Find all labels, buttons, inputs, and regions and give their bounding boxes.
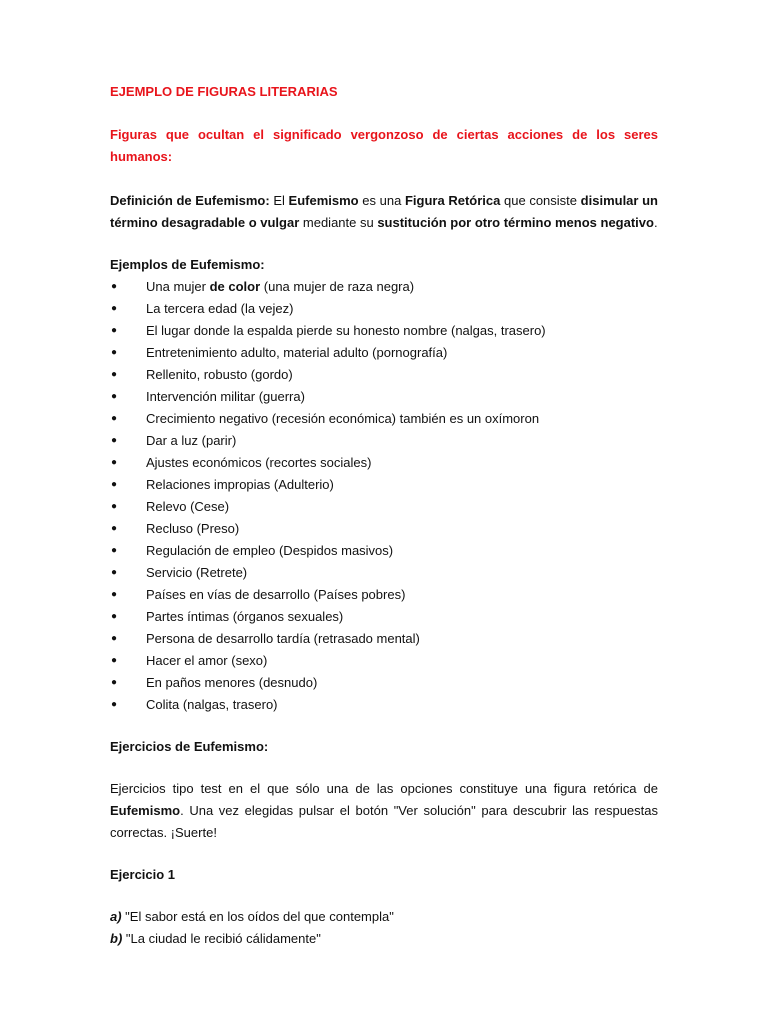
bullet-icon: ●	[111, 391, 118, 402]
bullet-icon: ●	[111, 303, 118, 314]
list-item	[110, 562, 658, 584]
list-item	[110, 364, 658, 386]
bullet-icon: ●	[111, 413, 118, 424]
bullet-icon: ●	[111, 479, 118, 490]
list-item	[110, 342, 658, 364]
bullet-icon: ●	[111, 347, 118, 358]
definition-bold-1: Eufemismo	[288, 193, 359, 208]
list-item	[110, 584, 658, 606]
example-text-post: (una mujer de raza negra)	[260, 279, 415, 294]
list-item	[110, 408, 658, 430]
exercises-bold-1: Eufemismo	[110, 803, 181, 818]
definition-label: Definición de Eufemismo:	[110, 193, 270, 208]
definition-text-5: .	[653, 215, 658, 230]
example-text: Dar a luz (parir)	[146, 433, 237, 448]
example-text: Colita (nalgas, trasero)	[146, 697, 278, 712]
definition-bold-2: Figura Retórica	[404, 193, 501, 208]
example-text: Persona de desarrollo tardía (retrasado mental)	[146, 631, 420, 646]
document-page	[110, 84, 658, 950]
list-item	[110, 452, 658, 474]
example-text: En paños menores (desnudo)	[146, 675, 318, 690]
option-letter: a)	[110, 909, 122, 924]
example-text: Relevo (Cese)	[146, 499, 230, 514]
bullet-icon: ●	[111, 523, 118, 534]
bullet-icon: ●	[111, 545, 118, 556]
bullet-icon: ●	[111, 655, 118, 666]
bullet-icon: ●	[111, 369, 118, 380]
exercises-heading: Ejercicios de Eufemismo:	[110, 739, 269, 754]
example-text: Servicio (Retrete)	[146, 565, 248, 580]
example-text: Intervención militar (guerra)	[146, 389, 305, 404]
example-text-bold: de color	[209, 279, 261, 294]
bullet-icon: ●	[111, 435, 118, 446]
list-item	[110, 276, 658, 298]
definition-bold-4: sustitución por otro término menos negativo	[377, 215, 654, 230]
definition-text-4: mediante su	[299, 215, 378, 230]
option-text: "La ciudad le recibió cálidamente"	[122, 931, 321, 946]
list-item	[110, 298, 658, 320]
examples-list	[110, 276, 658, 716]
definition-text-2: es una	[358, 193, 405, 208]
list-item	[110, 518, 658, 540]
document-title: EJEMPLO DE FIGURAS LITERARIAS	[110, 84, 338, 99]
exercise-option	[110, 928, 658, 950]
examples-heading: Ejemplos de Eufemismo:	[110, 257, 265, 272]
example-text: Entretenimiento adulto, material adulto (pornografía)	[146, 345, 448, 360]
list-item	[110, 672, 658, 694]
example-text: Crecimiento negativo (recesión económica) también es un oxímoron	[146, 411, 540, 426]
example-text: Ajustes económicos (recortes sociales)	[146, 455, 372, 470]
bullet-icon: ●	[111, 281, 118, 292]
bullet-icon: ●	[111, 699, 118, 710]
bullet-icon: ●	[111, 611, 118, 622]
example-text: Regulación de empleo (Despidos masivos)	[146, 543, 394, 558]
bullet-icon: ●	[111, 567, 118, 578]
example-text: Relaciones impropias (Adulterio)	[146, 477, 334, 492]
list-item	[110, 430, 658, 452]
list-item	[110, 496, 658, 518]
exercises-paragraph	[110, 778, 658, 844]
example-text: Países en vías de desarrollo (Países pobres)	[146, 587, 406, 602]
definition-paragraph	[110, 190, 658, 234]
example-text: Rellenito, robusto (gordo)	[146, 367, 293, 382]
bullet-icon: ●	[111, 457, 118, 468]
example-text-pre: Una mujer	[146, 279, 210, 294]
definition-text-1: El	[269, 193, 289, 208]
example-text: Hacer el amor (sexo)	[146, 653, 268, 668]
definition-bold-3: disimular un término desagradable o vulgar	[110, 193, 658, 230]
bullet-icon: ●	[111, 501, 118, 512]
option-text: "El sabor está en los oídos del que contempla"	[121, 909, 394, 924]
example-text: La tercera edad (la vejez)	[146, 301, 294, 316]
bullet-icon: ●	[111, 677, 118, 688]
list-item	[110, 628, 658, 650]
list-item	[110, 474, 658, 496]
bullet-icon: ●	[111, 633, 118, 644]
exercises-text-1: Ejercicios tipo test en el que sólo una de las opciones constituye una figura retórica de	[110, 781, 658, 796]
list-item	[110, 694, 658, 716]
exercise-1-heading: Ejercicio 1	[110, 867, 176, 882]
list-item	[110, 650, 658, 672]
list-item	[110, 320, 658, 342]
bullet-icon: ●	[111, 589, 118, 600]
exercise-1-options	[110, 906, 658, 950]
option-letter: b)	[110, 931, 123, 946]
bullet-icon: ●	[111, 325, 118, 336]
list-item	[110, 540, 658, 562]
definition-text-3: que consiste	[500, 193, 581, 208]
list-item	[110, 606, 658, 628]
example-text: El lugar donde la espalda pierde su honesto nombre (nalgas, trasero)	[146, 323, 546, 338]
document-subtitle: Figuras que ocultan el significado vergonzoso de ciertas acciones de los seres humanos:	[110, 127, 658, 164]
example-text: Recluso (Preso)	[146, 521, 240, 536]
exercise-option	[110, 906, 658, 928]
example-text: Partes íntimas (órganos sexuales)	[146, 609, 344, 624]
exercises-text-2: . Una vez elegidas pulsar el botón "Ver solución" para descubrir las respuestas correctas. ¡Suerte!	[110, 803, 658, 840]
list-item	[110, 386, 658, 408]
